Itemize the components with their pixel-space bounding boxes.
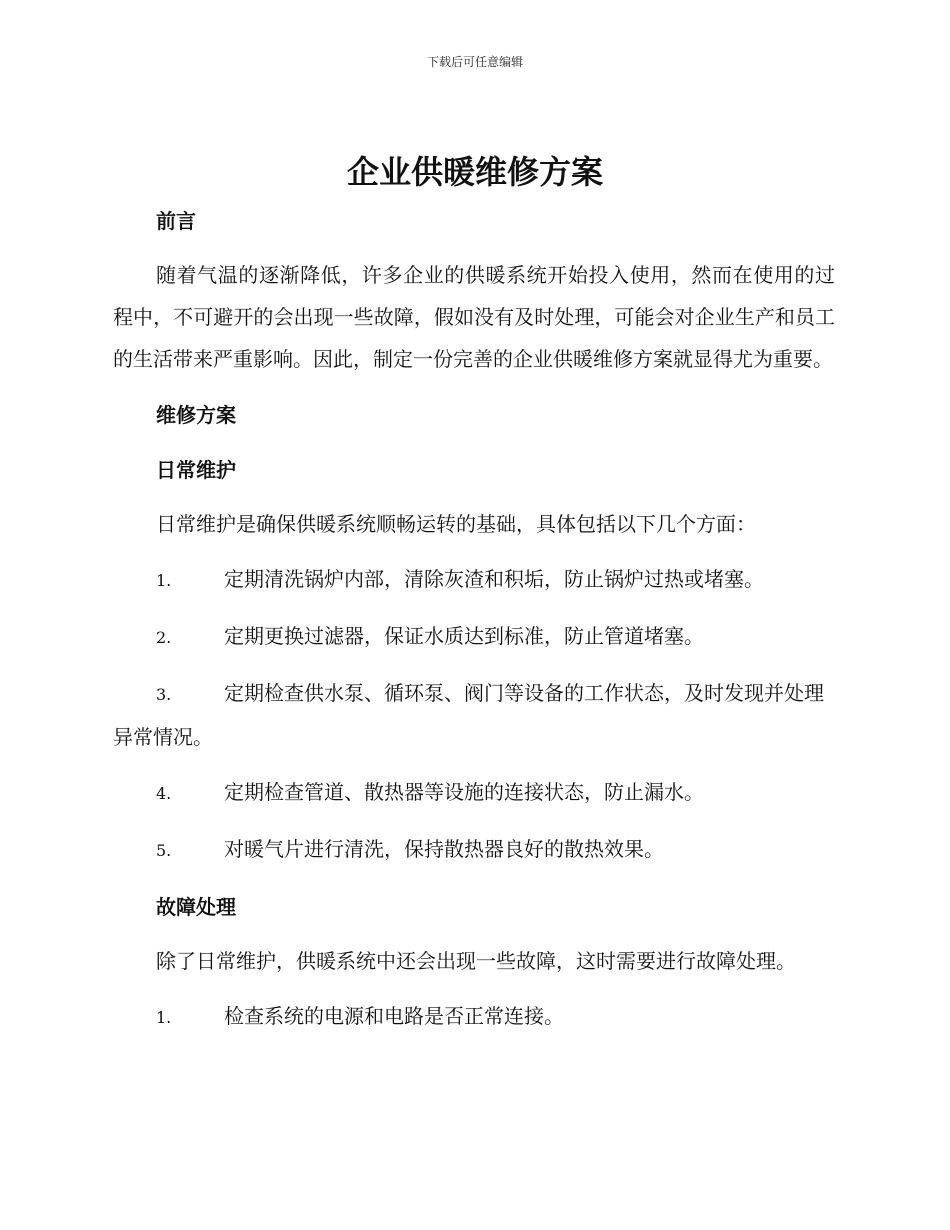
preface-paragraph: 随着气温的逐渐降低，许多企业的供暖系统开始投入使用，然而在使用的过程中，不可避开的会出现一些故障，假如没有及时处理，可能会对企业生产和员工的生活带来严重影响。因此，制定一份完善的企业供暖维修方案就显得尤为重要。 bbox=[113, 263, 835, 371]
list-text: 定期检查管道、散热器等设施的连接状态，防止漏水。 bbox=[224, 780, 704, 804]
list-text: 定期更换过滤器，保证水质达到标准，防止管道堵塞。 bbox=[224, 624, 704, 648]
list-item bbox=[113, 672, 835, 758]
list-text: 定期检查供水泵、循环泵、阀门等设备的工作状态，及时发现并处理异常情况。 bbox=[113, 681, 824, 749]
fault-handling-heading: 故障处理 bbox=[156, 895, 236, 919]
list-number: 5. bbox=[156, 841, 172, 860]
list-number: 3. bbox=[156, 685, 172, 704]
list-item bbox=[113, 771, 835, 815]
preface-heading: 前言 bbox=[156, 209, 196, 233]
list-number: 2. bbox=[156, 628, 172, 647]
daily-maintenance-intro: 日常维护是确保供暖系统顺畅运转的基础，具体包括以下几个方面： bbox=[156, 512, 756, 536]
list-text: 检查系统的电源和电路是否正常连接。 bbox=[224, 1004, 564, 1028]
daily-maintenance-list bbox=[113, 558, 835, 872]
document-body bbox=[113, 199, 835, 1052]
list-text: 对暖气片进行清洗，保持散热器良好的散热效果。 bbox=[224, 837, 664, 861]
daily-maintenance-heading: 日常维护 bbox=[156, 458, 236, 482]
list-item bbox=[113, 995, 835, 1039]
plan-heading: 维修方案 bbox=[156, 403, 236, 427]
list-text: 定期清洗锅炉内部，清除灰渣和积垢，防止锅炉过热或堵塞。 bbox=[224, 567, 764, 591]
page-header: 下载后可任意编辑 bbox=[426, 55, 523, 69]
list-item bbox=[113, 558, 835, 602]
list-item bbox=[113, 828, 835, 872]
list-number: 4. bbox=[156, 784, 172, 803]
fault-handling-list bbox=[113, 995, 835, 1039]
fault-handling-intro: 除了日常维护，供暖系统中还会出现一些故障，这时需要进行故障处理。 bbox=[156, 949, 796, 973]
document-title: 企业供暖维修方案 bbox=[346, 153, 603, 191]
list-item bbox=[113, 615, 835, 659]
list-number: 1. bbox=[156, 571, 172, 590]
list-number: 1. bbox=[156, 1008, 172, 1027]
